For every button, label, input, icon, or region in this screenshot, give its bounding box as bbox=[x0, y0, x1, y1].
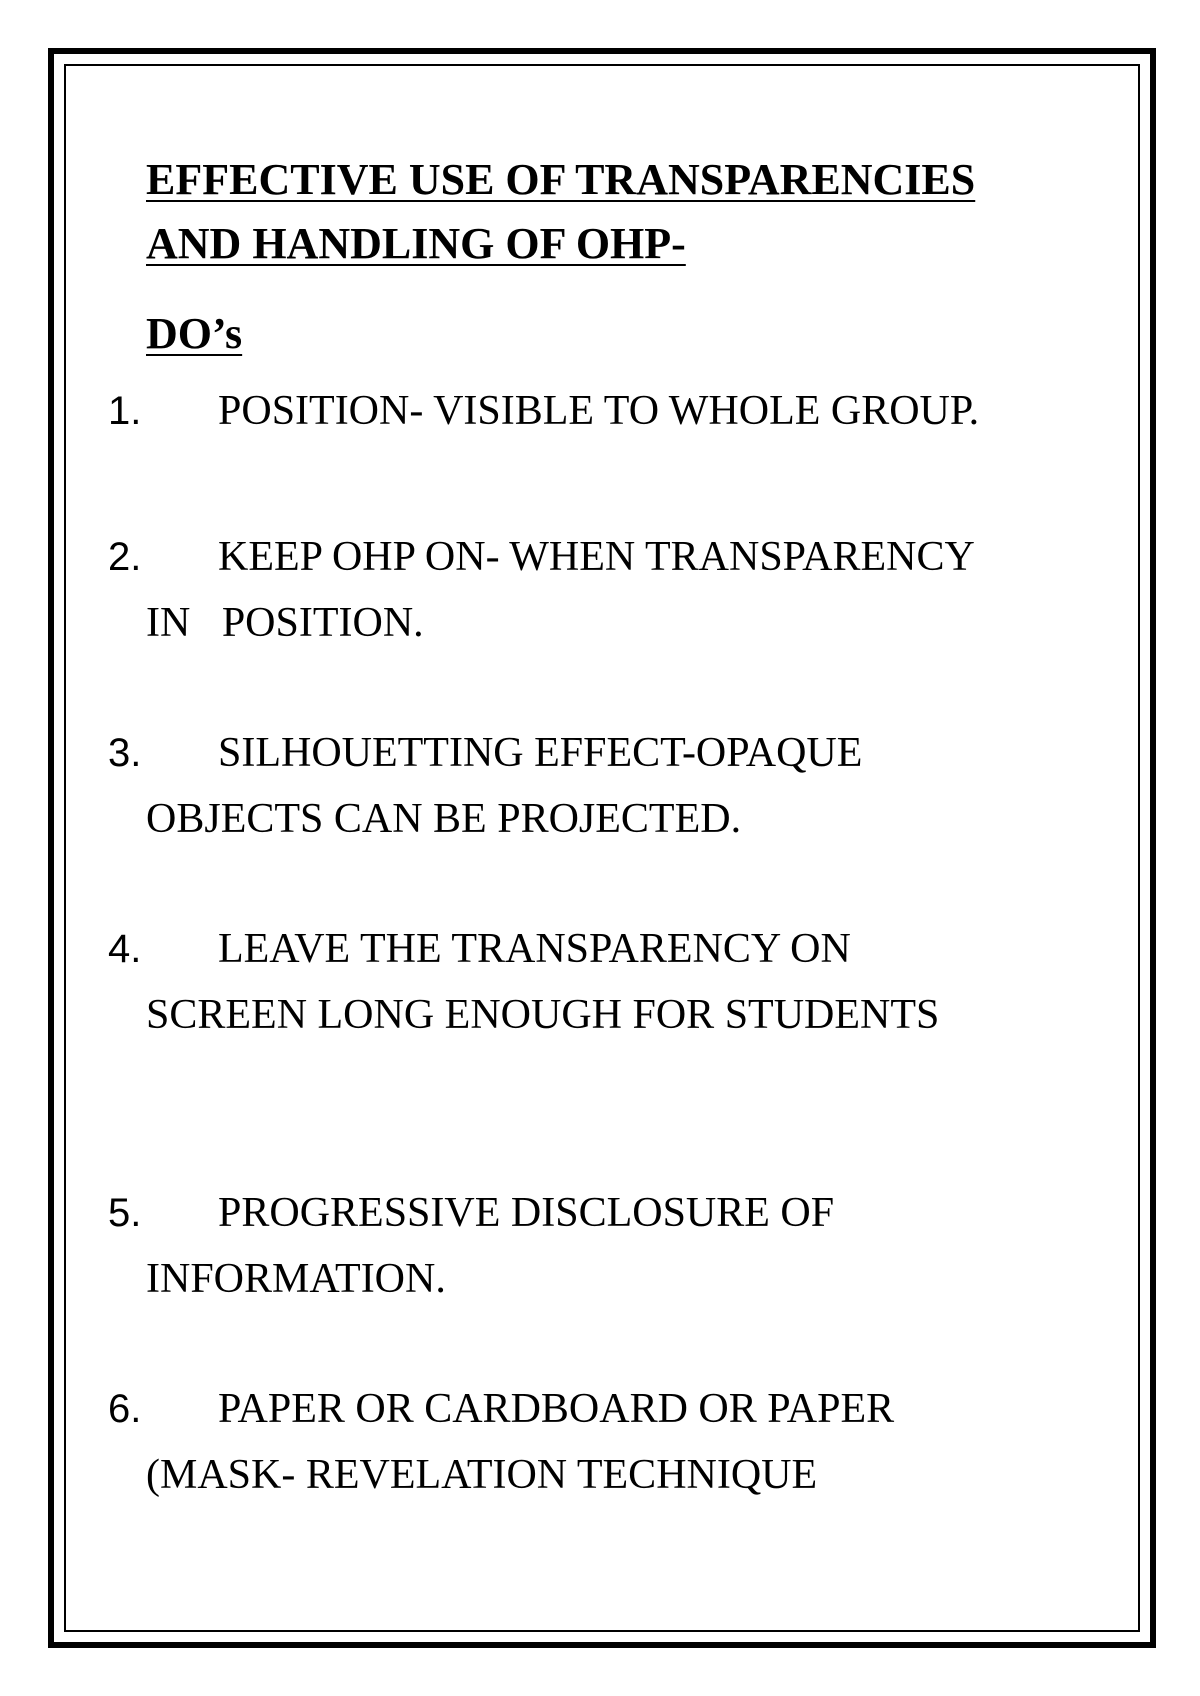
list-item-text: POSITION- VISIBLE TO WHOLE GROUP. bbox=[218, 388, 980, 434]
list-item-text-continued: INFORMATION. bbox=[146, 1256, 446, 1302]
list-item-text: KEEP OHP ON- WHEN TRANSPARENCY bbox=[218, 534, 975, 580]
dos-heading: DO’s bbox=[146, 309, 243, 358]
list-item-number: 6. bbox=[108, 1387, 142, 1431]
list-item-number: 5. bbox=[108, 1191, 142, 1235]
list-item-number: 2. bbox=[108, 535, 142, 579]
list-item-number: 4. bbox=[108, 927, 142, 971]
list-item-text: LEAVE THE TRANSPARENCY ON bbox=[218, 926, 851, 972]
title-line-2: AND HANDLING OF OHP- bbox=[146, 219, 686, 268]
list-item-text-continued: (MASK- REVELATION TECHNIQUE bbox=[146, 1452, 818, 1498]
list-item-text: SILHOUETTING EFFECT-OPAQUE bbox=[218, 730, 863, 776]
list-item-text: PROGRESSIVE DISCLOSURE OF bbox=[218, 1190, 835, 1236]
list-item-text-continued: IN POSITION. bbox=[146, 600, 424, 646]
title-line-1: EFFECTIVE USE OF TRANSPARENCIES bbox=[146, 155, 976, 204]
document-title bbox=[146, 148, 1106, 276]
list-item-number: 3. bbox=[108, 731, 142, 775]
list-item-text-continued: OBJECTS CAN BE PROJECTED. bbox=[146, 796, 742, 842]
list-item-text-continued: SCREEN LONG ENOUGH FOR STUDENTS bbox=[146, 992, 940, 1038]
list-item-number: 1. bbox=[108, 389, 142, 433]
list-item-text: PAPER OR CARDBOARD OR PAPER bbox=[218, 1386, 895, 1432]
